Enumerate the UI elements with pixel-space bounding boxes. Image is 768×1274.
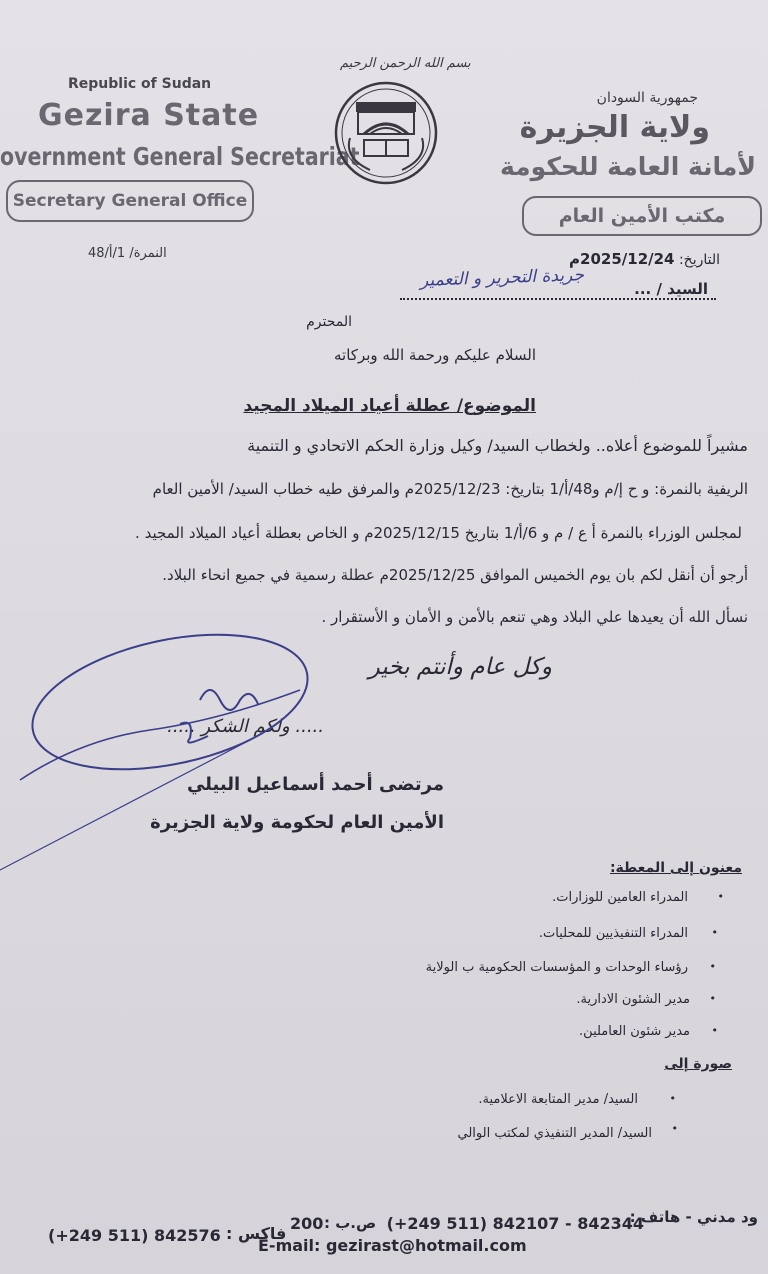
footer-fax: (+249 511) 842576 [48,1226,221,1245]
bullet-icon: • [711,926,718,939]
letterhead-ar-state: ولاية الجزيرة [519,110,710,145]
addressee-item: مدير شئون العاملين. [579,1024,690,1039]
addressees-heading: معنون إلى المعطة: [609,860,742,876]
body-paragraph-5: نسأل الله أن يعيدها علي البلاد وهي تنعم بالأمن و الأمان و الأستقرار . [321,608,748,626]
addressee-item: مدير الشئون الادارية. [576,992,690,1007]
bullet-icon: • [711,1024,718,1037]
letterhead-en-office: Secretary General Office [6,180,254,222]
addressee-item: المدراء التنفيذيين للمحليات. [538,926,688,941]
handwritten-signature [0,620,320,880]
addressee-dotted-line [400,298,716,300]
bullet-icon: • [671,1122,678,1135]
letterhead-en-state: Gezira State [38,98,260,133]
addressee-handwritten: جريدة التحرير و التعمير [419,265,585,291]
footer-fax-label: فاكس : [226,1224,287,1243]
letter-date [569,250,720,268]
subject-line: الموضوع/ عطلة أعياد الميلاد المجيد [243,396,536,416]
copy-item: السيد/ مدير المتابعة الاعلامية. [478,1092,638,1107]
signatory-name: مرتضى أحمد أسماعيل البيلي [186,774,444,795]
footer-email: E-mail: gezirast@hotmail.com [258,1236,527,1255]
copies-heading: صورة إلى [664,1056,732,1072]
bullet-icon: • [717,890,724,903]
footer-pobox: 200 [290,1214,324,1233]
date-value: 2025/12/24م [569,250,675,268]
letterhead-ar-secretariat: لأمانة العامة للحكومة [500,152,756,181]
letterhead-ar-republic: جمهورية السودان [596,90,698,106]
basmala-text: بسم الله الرحمن الرحيم [340,56,471,71]
addressee-item: رؤساء الوحدات و المؤسسات الحكومية ب الولاية [425,960,688,975]
date-label: التاريخ: [678,252,720,268]
footer-pobox-label: ص.ب : [324,1214,377,1232]
bullet-icon: • [709,960,716,973]
respected-text: المحترم [306,314,352,330]
footer-phones: (+249 511) 842107 - 842344 [386,1214,644,1233]
closing-wish: وكل عام وأنتم بخير [368,654,552,680]
state-emblem [330,78,442,188]
addressee-label: السيد / ... [634,280,708,298]
body-paragraph-2: الريفية بالنمرة: و ح إ/م و48/أ/1 بتاريخ: 2025/12/23م والمرفق طيه خطاب السيد/ الأمين العام [152,480,748,498]
reference-number: النمرة/ 1/أ/48 [88,246,167,261]
copy-item: السيد/ المدير التنفيذي لمكتب الوالي [457,1126,652,1141]
addressee-item: المدراء العامين للوزارات. [552,890,688,905]
letterhead-en-secretariat: overnment General Secretariat [0,142,360,171]
letterhead-en-republic: Republic of Sudan [68,76,212,92]
body-paragraph-4: أرجو أن أنقل لكم بان يوم الخميس الموافق 2025/12/25م عطلة رسمية في جميع انحاء البلاد. [162,566,748,584]
letterhead-ar-office: مكتب الأمين العام [522,196,762,236]
greeting-text: السلام عليكم ورحمة الله وبركاته [334,346,536,364]
thanks-text: ..... ولكم الشكر ..... [167,716,324,737]
body-paragraph-1: مشيراً للموضوع أعلاه.. ولخطاب السيد/ وكيل وزارة الحكم الاتحادي و التنمية [247,436,748,455]
signatory-title: الأمين العام لحكومة ولاية الجزيرة [150,812,444,833]
bullet-icon: • [669,1092,676,1105]
footer-city-phone-label: ود مدني - هاتف : [629,1208,758,1226]
body-paragraph-3: لمجلس الوزراء بالنمرة أ ع / م و 6/أ/1 بتاريخ 2025/12/15م و الخاص بعطلة أعياد الميلاد المجيد . [135,524,742,542]
bullet-icon: • [709,992,716,1005]
